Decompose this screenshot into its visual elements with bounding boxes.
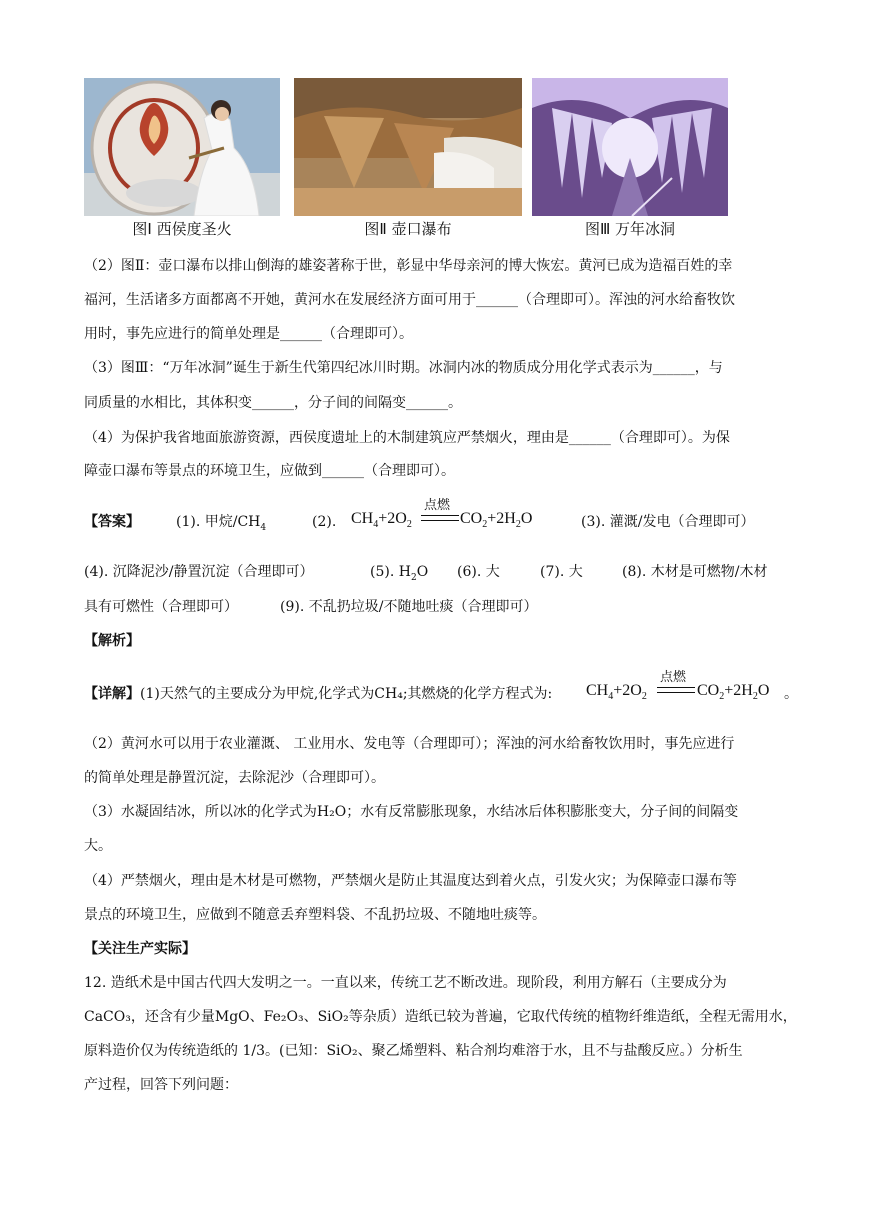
figure-2-image: [294, 78, 522, 216]
section-title: 【关注生产实际】: [84, 941, 196, 957]
analysis-3-line-2: 大。: [84, 838, 112, 854]
figure-1-caption: 图Ⅰ 西侯度圣火: [132, 220, 232, 238]
answer-5: (5). $H_2O$: [370, 564, 429, 583]
answer-7: (7). 大: [540, 564, 583, 580]
figure-1-image: [84, 78, 280, 216]
answer-8: (8). 木材是可燃物/木材: [622, 564, 768, 580]
analysis-4-line-2: 景点的环境卫生，应做到不随意丢弃塑料袋、不乱扔垃圾、不随地吐痰等。: [84, 907, 546, 923]
analysis-2-line-2: 的简单处理是静置沉淀，去除泥沙（合理即可）。: [84, 770, 385, 786]
equation-equals-sign: [421, 515, 459, 521]
q3-line-1: （3）图Ⅲ：“万年冰洞”诞生于新生代第四纪冰川时期。冰洞内冰的物质成分用化学式表示为______，与: [84, 360, 723, 376]
figure-3-image: [532, 78, 728, 216]
answer-8-continued: 具有可燃性（合理即可）: [84, 599, 238, 615]
figure-1: [84, 78, 280, 238]
answer-9: (9). 不乱扔垃圾/不随地吐痰（合理即可）: [280, 599, 538, 615]
q4-line-2: 障壶口瀑布等景点的环境卫生，应做到______（合理即可）。: [84, 463, 455, 479]
q4-line-1: （4）为保护我省地面旅游资源，西侯度遗址上的木制建筑应严禁烟火，理由是______（合理即可）。为保: [84, 430, 730, 446]
analysis-4-line-1: （4）严禁烟火，理由是木材是可燃物，严禁烟火是防止其温度达到着火点，引发火灾；为保障壶口瀑布等: [84, 873, 737, 889]
q12-line-1: 12. 造纸术是中国古代四大发明之一。一直以来，传统工艺不断改进。现阶段，利用方解石（主要成分为: [84, 975, 727, 991]
q3-line-2: 同质量的水相比，其体积变______，分子间的间隔变______。: [84, 395, 462, 411]
figure-2-caption: 图Ⅱ 壶口瀑布: [364, 220, 452, 238]
q2-line-3: 用时，事先应进行的简单处理是______（合理即可）。: [84, 326, 413, 342]
q12-line-4: 产过程，回答下列问题：: [84, 1077, 238, 1093]
answer-6: (6). 大: [457, 564, 500, 580]
answer-1: (1). 甲烷$/CH_4$: [176, 514, 267, 533]
q12-line-3: 原料造价仅为传统造纸的 1/3。(已知：SiO₂、聚乙烯塑料、粘合剂均难溶于水，且不与盐酸反应。）分析生: [84, 1043, 743, 1059]
figure-3: [532, 78, 728, 238]
equation-left: $CH_4+2O_2$: [351, 510, 412, 531]
answer-2: (2).: [312, 514, 337, 530]
analysis-detail-1: 【详解】(1)天然气的主要成分为甲烷,化学式为CH₄;其燃烧的化学方程式为:: [84, 686, 553, 702]
figure-2: [294, 78, 522, 238]
answer-4: (4). 沉降泥沙/静置沉淀（合理即可）: [84, 564, 314, 580]
analysis-2-line-1: （2）黄河水可以用于农业灌溉、 工业用水、发电等（合理即可）；浑浊的河水给畜牧饮用时，事先应进行: [84, 736, 735, 752]
q12-line-2: CaCO₃，还含有少量MgO、Fe₂O₃、SiO₂等杂质）造纸已较为普遍，它取代传统的植物纤维造纸，全程无需用水，: [84, 1009, 797, 1025]
answer-3: (3). 灌溉/发电（合理即可）: [581, 514, 755, 530]
equation-2-equals-sign: [657, 687, 695, 693]
equation-2-left: $CH_4+2O_2$: [586, 682, 647, 703]
figure-3-caption: 图Ⅲ 万年冰洞: [584, 220, 676, 238]
analysis-label: 【解析】: [84, 633, 140, 649]
equation-condition: 点燃: [424, 498, 451, 513]
answer-label: 【答案】: [84, 514, 140, 530]
q2-line-1: （2）图Ⅱ：壶口瀑布以排山倒海的雄姿著称于世，彰显中华母亲河的博大恢宏。黄河已成为造福百姓的幸: [84, 258, 733, 274]
analysis-detail-1-end: 。: [784, 686, 798, 702]
analysis-3-line-1: （3）水凝固结冰，所以冰的化学式为H₂O；水有反常膨胀现象，水结冰后体积膨胀变大，分子间的间隔变: [84, 804, 739, 820]
equation-2-right: $CO_2+2H_2O$: [697, 682, 770, 703]
equation-2-condition: 点燃: [660, 670, 687, 685]
equation-right: $CO_2+2H_2O$: [460, 510, 533, 531]
q2-line-2: 福河，生活诸多方面都离不开她，黄河水在发展经济方面可用于______（合理即可）。浑浊的河水给畜牧饮: [84, 292, 735, 308]
figure-row: [84, 78, 734, 243]
